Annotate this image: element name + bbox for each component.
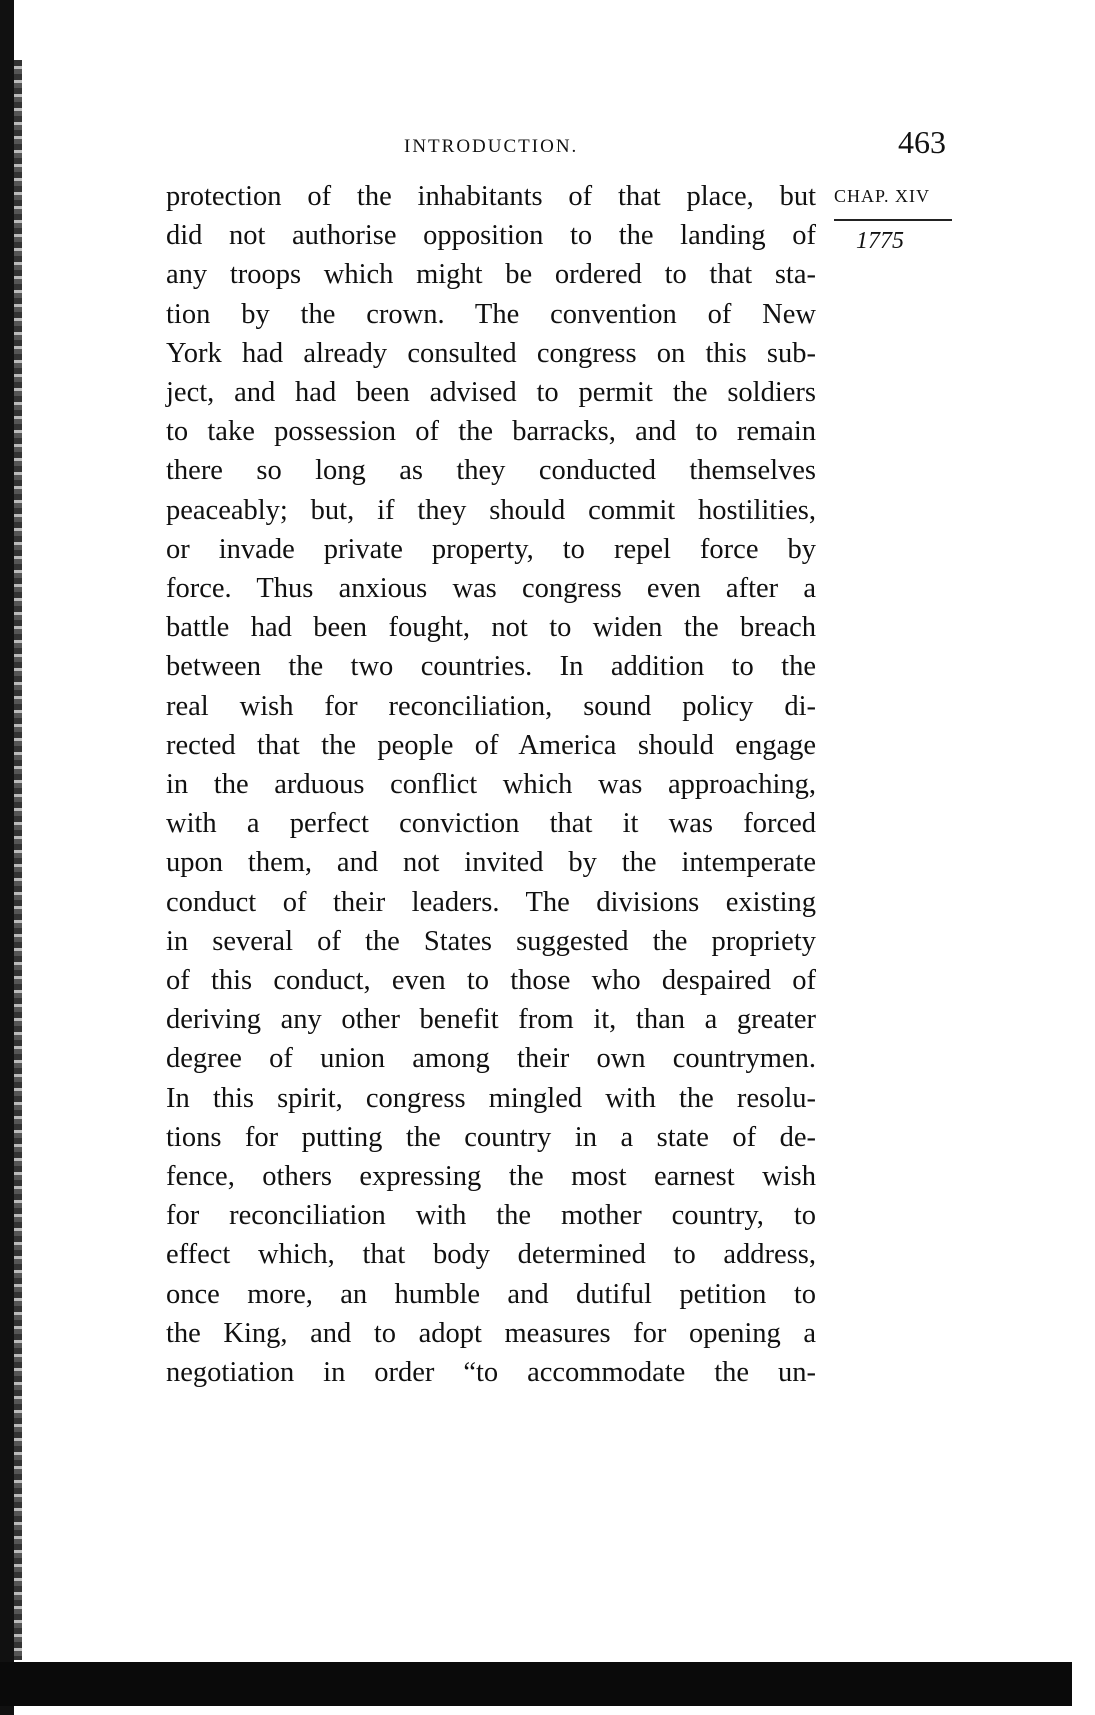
scan-binding-shadow xyxy=(14,60,22,1660)
text-line: battle had been fought, not to widen the breach xyxy=(166,612,816,644)
text-line: deriving any other benefit from it, than a greater xyxy=(166,1004,816,1036)
text-line: once more, an humble and dutiful petition to xyxy=(166,1278,816,1310)
text-line: negotiation in order “to accommodate the un- xyxy=(166,1357,816,1389)
text-line: there so long as they conducted themselves xyxy=(166,455,816,487)
text-line: the King, and to adopt measures for opening a xyxy=(166,1317,816,1349)
text-line: real wish for reconciliation, sound policy di- xyxy=(166,690,816,722)
margin-chapter-label: CHAP. XIV xyxy=(834,186,931,206)
text-line: any troops which might be ordered to that sta- xyxy=(166,259,816,291)
text-line: force. Thus anxious was congress even after a xyxy=(166,573,816,605)
text-line: In this spirit, congress mingled with the resolu- xyxy=(166,1082,816,1114)
text-line: or invade private property, to repel force by xyxy=(166,533,816,565)
text-line: in the arduous conflict which was approaching, xyxy=(166,769,816,801)
margin-year: 1775 xyxy=(856,228,904,254)
scan-bottom-edge xyxy=(0,1662,1072,1706)
text-line: rected that the people of America should engage xyxy=(166,729,816,761)
text-line: degree of union among their own countrymen. xyxy=(166,1043,816,1075)
margin-rule xyxy=(834,219,952,221)
text-line: effect which, that body determined to address, xyxy=(166,1239,816,1271)
page-number: 463 xyxy=(898,124,946,160)
text-line: between the two countries. In addition to the xyxy=(166,651,816,683)
body-text xyxy=(166,177,816,1392)
text-line: ject, and had been advised to permit the soldiers xyxy=(166,377,816,409)
running-title: INTRODUCTION. xyxy=(404,136,579,157)
text-line: tions for putting the country in a state of de- xyxy=(166,1121,816,1153)
text-line: for reconciliation with the mother country, to xyxy=(166,1200,816,1232)
text-line: York had already consulted congress on this sub- xyxy=(166,337,816,369)
text-line: in several of the States suggested the propriety xyxy=(166,925,816,957)
text-line: conduct of their leaders. The divisions existing xyxy=(166,886,816,918)
scan-left-edge xyxy=(0,0,14,1715)
text-line: upon them, and not invited by the intemperate xyxy=(166,847,816,879)
text-line: of this conduct, even to those who despaired of xyxy=(166,965,816,997)
text-line: protection of the inhabitants of that place, but xyxy=(166,181,816,212)
text-line: peaceably; but, if they should commit hostilities, xyxy=(166,494,816,526)
text-line: to take possession of the barracks, and to remain xyxy=(166,416,816,448)
text-line: fence, others expressing the most earnest wish xyxy=(166,1161,816,1193)
text-line: did not authorise opposition to the landing of xyxy=(166,220,816,252)
text-line: with a perfect conviction that it was forced xyxy=(166,808,816,840)
text-line: tion by the crown. The convention of New xyxy=(166,298,816,330)
